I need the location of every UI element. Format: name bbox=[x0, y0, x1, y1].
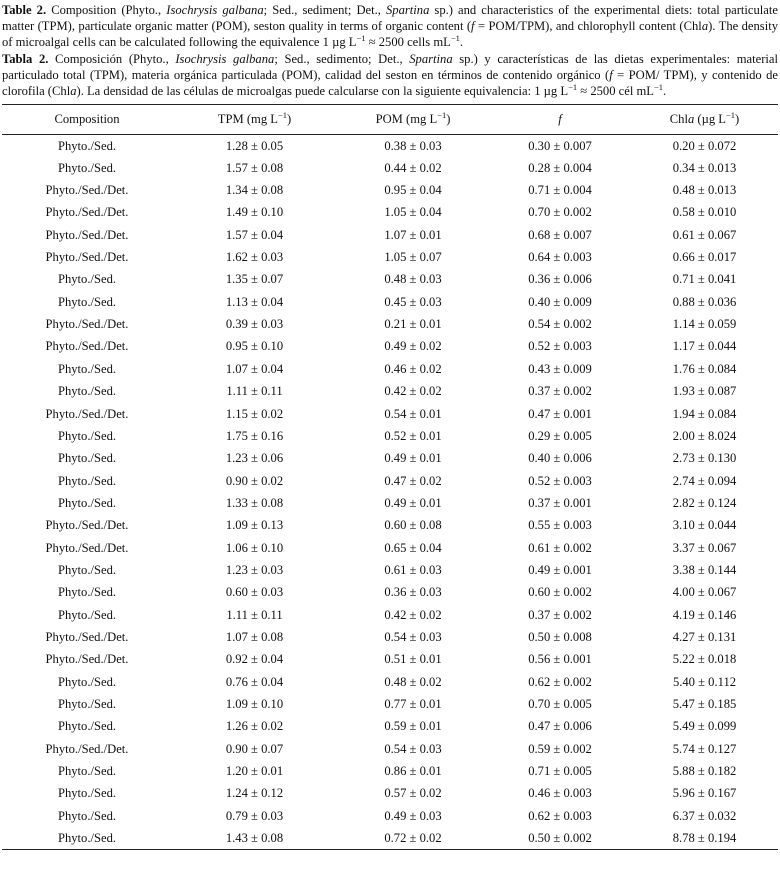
cell-chla: 3.38 ± 0.144 bbox=[672, 562, 737, 577]
table-row bbox=[2, 649, 778, 671]
cell-composition: Phyto./Sed. bbox=[57, 719, 117, 734]
cell-composition: Phyto./Sed./Det. bbox=[45, 339, 129, 354]
cell-pom: 0.46 ± 0.02 bbox=[384, 361, 442, 376]
cell-composition: Phyto./Sed./Det. bbox=[45, 629, 129, 644]
cell-composition: Phyto./Sed./Det. bbox=[45, 652, 129, 667]
cell-composition: Phyto./Sed./Det. bbox=[45, 250, 129, 265]
cell-chla: 2.74 ± 0.094 bbox=[672, 473, 737, 488]
cell-tpm: 1.09 ± 0.13 bbox=[225, 518, 284, 533]
table-row bbox=[2, 783, 778, 805]
cell-composition: Phyto./Sed. bbox=[57, 764, 117, 779]
cell-tpm: 0.90 ± 0.02 bbox=[225, 473, 284, 488]
header-label: POM (mg L bbox=[375, 112, 438, 127]
cell-f: 0.50 ± 0.008 bbox=[528, 629, 592, 644]
header-label: TPM (mg L bbox=[217, 112, 278, 127]
cell-tpm: 1.15 ± 0.02 bbox=[225, 406, 284, 421]
cell-tpm: 0.79 ± 0.03 bbox=[225, 808, 284, 823]
cell-f: 0.50 ± 0.002 bbox=[489, 827, 631, 849]
cell-chla: 5.40 ± 0.112 bbox=[672, 674, 737, 689]
cell-tpm: 1.43 ± 0.08 bbox=[172, 827, 337, 849]
cell-pom: 0.52 ± 0.01 bbox=[384, 428, 442, 443]
cell-chla: 4.19 ± 0.146 bbox=[672, 607, 737, 622]
cell-composition: Phyto./Sed./Det. bbox=[45, 540, 129, 555]
caption-text: = POM/TPM), and chlorophyll content (Chl bbox=[474, 19, 702, 34]
table-row bbox=[2, 224, 778, 246]
table-row bbox=[2, 716, 778, 738]
cell-pom: 0.47 ± 0.02 bbox=[384, 473, 442, 488]
header-chla bbox=[631, 105, 778, 135]
cell-f: 0.37 ± 0.002 bbox=[528, 607, 592, 622]
cell-f: 0.28 ± 0.004 bbox=[528, 160, 592, 175]
cell-f: 0.68 ± 0.007 bbox=[528, 227, 592, 242]
cell-f: 0.60 ± 0.002 bbox=[528, 585, 592, 600]
cell-pom: 0.21 ± 0.01 bbox=[384, 317, 442, 332]
superscript: −1 bbox=[568, 81, 578, 92]
cell-f: 0.49 ± 0.001 bbox=[528, 562, 592, 577]
cell-pom: 0.44 ± 0.02 bbox=[384, 160, 442, 175]
table-row bbox=[2, 760, 778, 782]
cell-tpm: 1.09 ± 0.10 bbox=[225, 696, 284, 711]
caption-text: = POM/ TPM), y contenido de clorofila (Chl bbox=[2, 67, 778, 99]
caption-text: Composition (Phyto., bbox=[46, 3, 167, 17]
cell-pom: 0.57 ± 0.02 bbox=[384, 786, 442, 801]
caption-text: sp.) and characteristics of the experimental diets: total particulate matter (TPM), particulate organic matter (POM), seston quality in terms of organic content ( bbox=[2, 3, 778, 34]
cell-composition: Phyto./Sed. bbox=[57, 473, 117, 488]
cell-pom: 0.54 ± 0.03 bbox=[384, 629, 442, 644]
cell-f: 0.36 ± 0.006 bbox=[528, 272, 592, 287]
cell-pom: 0.49 ± 0.02 bbox=[384, 339, 442, 354]
caption-text: ≈ 2500 cél mL bbox=[577, 84, 654, 99]
table-row bbox=[2, 626, 778, 648]
cell-composition: Phyto./Sed. bbox=[57, 451, 117, 466]
cell-chla: 4.27 ± 0.131 bbox=[672, 629, 737, 644]
cell-pom: 0.54 ± 0.01 bbox=[384, 406, 442, 421]
cell-composition: Phyto./Sed./Det. bbox=[45, 205, 129, 220]
cell-composition: Phyto./Sed. bbox=[57, 138, 117, 153]
cell-pom: 0.48 ± 0.03 bbox=[384, 272, 442, 287]
cell-composition: Phyto./Sed. bbox=[57, 585, 117, 600]
symbol-a: a bbox=[70, 84, 77, 99]
superscript: −1 bbox=[450, 33, 460, 44]
cell-composition: Phyto./Sed. bbox=[57, 808, 117, 823]
cell-tpm: 1.75 ± 0.16 bbox=[225, 428, 284, 443]
table-row bbox=[2, 403, 778, 425]
cell-chla: 8.78 ± 0.194 bbox=[631, 827, 778, 849]
cell-tpm: 0.39 ± 0.03 bbox=[225, 317, 284, 332]
cell-pom: 0.49 ± 0.03 bbox=[384, 808, 442, 823]
cell-chla: 5.74 ± 0.127 bbox=[672, 741, 737, 756]
caption-text: ; Sed., sedimento; Det., bbox=[274, 51, 410, 66]
table-row bbox=[2, 246, 778, 268]
cell-f: 0.62 ± 0.002 bbox=[528, 674, 592, 689]
cell-chla: 5.88 ± 0.182 bbox=[672, 764, 737, 779]
cell-pom: 0.95 ± 0.04 bbox=[384, 183, 442, 198]
cell-chla: 0.61 ± 0.067 bbox=[672, 227, 737, 242]
cell-pom: 0.42 ± 0.02 bbox=[384, 384, 442, 399]
table-header-row bbox=[2, 105, 778, 135]
cell-pom: 0.77 ± 0.01 bbox=[384, 696, 442, 711]
caption-text: ≈ 2500 cells mL bbox=[365, 35, 451, 50]
table-row bbox=[2, 604, 778, 626]
table-row bbox=[2, 135, 778, 157]
cell-composition: Phyto./Sed. bbox=[57, 361, 117, 376]
symbol-f: f bbox=[471, 19, 475, 34]
cell-chla: 0.20 ± 0.072 bbox=[672, 138, 737, 153]
cell-f: 0.40 ± 0.006 bbox=[528, 451, 592, 466]
table-row bbox=[2, 157, 778, 179]
superscript: −1 bbox=[277, 110, 287, 121]
cell-f: 0.71 ± 0.005 bbox=[528, 764, 592, 779]
diet-table bbox=[2, 104, 778, 850]
cell-f: 0.37 ± 0.001 bbox=[528, 495, 592, 510]
table-row bbox=[2, 738, 778, 760]
cell-tpm: 1.49 ± 0.10 bbox=[225, 205, 284, 220]
cell-chla: 1.93 ± 0.087 bbox=[672, 384, 737, 399]
cell-pom: 0.72 ± 0.02 bbox=[337, 827, 489, 849]
cell-chla: 0.66 ± 0.017 bbox=[672, 250, 737, 265]
species-name: Isochrysis galbana bbox=[175, 51, 275, 66]
superscript: −1 bbox=[654, 81, 664, 92]
table-row bbox=[2, 559, 778, 581]
cell-composition: Phyto./Sed. bbox=[2, 827, 172, 849]
table-row bbox=[2, 269, 778, 291]
header-label: Chl bbox=[669, 112, 688, 127]
header-label: ) bbox=[287, 112, 292, 127]
cell-pom: 0.54 ± 0.03 bbox=[384, 741, 442, 756]
table-row bbox=[2, 470, 778, 492]
cell-composition: Phyto./Sed. bbox=[57, 674, 117, 689]
cell-f: 0.61 ± 0.002 bbox=[528, 540, 592, 555]
cell-composition: Phyto./Sed./Det. bbox=[45, 317, 129, 332]
table-row bbox=[2, 582, 778, 604]
table-row bbox=[2, 381, 778, 403]
cell-composition: Phyto./Sed./Det. bbox=[45, 518, 129, 533]
cell-composition: Phyto./Sed. bbox=[57, 272, 117, 287]
cell-composition: Phyto./Sed./Det. bbox=[45, 183, 129, 198]
cell-chla: 1.17 ± 0.044 bbox=[672, 339, 737, 354]
cell-chla: 0.71 ± 0.041 bbox=[672, 272, 737, 287]
table-row bbox=[2, 202, 778, 224]
caption-spanish bbox=[2, 51, 778, 100]
caption-spanish-label: Tabla 2. bbox=[2, 51, 49, 66]
caption-text: ). The density of microalgal cells can be calculated following the equivalence 1 µg L bbox=[2, 19, 778, 50]
cell-pom: 1.05 ± 0.07 bbox=[384, 250, 442, 265]
table-row bbox=[2, 291, 778, 313]
genus-name: Spartina bbox=[409, 51, 453, 66]
cell-composition: Phyto./Sed. bbox=[57, 428, 117, 443]
cell-pom: 0.49 ± 0.01 bbox=[384, 451, 442, 466]
cell-tpm: 0.92 ± 0.04 bbox=[225, 652, 284, 667]
cell-chla: 3.37 ± 0.067 bbox=[672, 540, 737, 555]
header-composition bbox=[2, 105, 172, 135]
cell-pom: 0.45 ± 0.03 bbox=[384, 294, 442, 309]
header-label: (µg L bbox=[694, 112, 726, 127]
cell-chla: 2.00 ± 8.024 bbox=[672, 428, 737, 443]
cell-tpm: 1.57 ± 0.08 bbox=[225, 160, 284, 175]
table-row bbox=[2, 827, 778, 849]
table-row bbox=[2, 336, 778, 358]
cell-composition: Phyto./Sed./Det. bbox=[45, 227, 129, 242]
cell-chla: 2.82 ± 0.124 bbox=[672, 495, 737, 510]
header-label: ) bbox=[446, 112, 451, 127]
cell-f: 0.47 ± 0.006 bbox=[528, 719, 592, 734]
cell-f: 0.52 ± 0.003 bbox=[528, 473, 592, 488]
caption-text: . bbox=[663, 84, 667, 99]
cell-f: 0.54 ± 0.002 bbox=[528, 317, 592, 332]
symbol-a: a bbox=[701, 19, 709, 34]
table-row bbox=[2, 358, 778, 380]
cell-f: 0.64 ± 0.003 bbox=[528, 250, 592, 265]
table-row bbox=[2, 492, 778, 514]
cell-tpm: 1.57 ± 0.04 bbox=[225, 227, 284, 242]
cell-pom: 0.59 ± 0.01 bbox=[384, 719, 442, 734]
table-row bbox=[2, 805, 778, 827]
cell-f: 0.62 ± 0.003 bbox=[528, 808, 592, 823]
cell-composition: Phyto./Sed. bbox=[57, 294, 117, 309]
header-pom bbox=[337, 105, 489, 135]
cell-f: 0.70 ± 0.002 bbox=[528, 205, 592, 220]
cell-tpm: 0.90 ± 0.07 bbox=[225, 741, 284, 756]
cell-chla: 6.37 ± 0.032 bbox=[672, 808, 737, 823]
cell-pom: 0.51 ± 0.01 bbox=[384, 652, 442, 667]
cell-pom: 1.05 ± 0.04 bbox=[384, 205, 442, 220]
caption-text: ; Sed., sediment; Det., bbox=[263, 3, 386, 17]
cell-f: 0.40 ± 0.009 bbox=[528, 294, 592, 309]
cell-tpm: 1.33 ± 0.08 bbox=[225, 495, 284, 510]
cell-chla: 1.14 ± 0.059 bbox=[672, 317, 737, 332]
header-label: ) bbox=[735, 112, 740, 127]
caption-english bbox=[2, 2, 778, 51]
cell-tpm: 1.07 ± 0.08 bbox=[225, 629, 284, 644]
genus-name: Spartina bbox=[385, 3, 430, 17]
cell-chla: 1.94 ± 0.084 bbox=[672, 406, 737, 421]
cell-f: 0.59 ± 0.002 bbox=[528, 741, 592, 756]
cell-pom: 0.86 ± 0.01 bbox=[384, 764, 442, 779]
cell-composition: Phyto./Sed. bbox=[57, 160, 117, 175]
header-label: f bbox=[558, 112, 562, 127]
table-row bbox=[2, 515, 778, 537]
table-row bbox=[2, 179, 778, 201]
table-row bbox=[2, 671, 778, 693]
cell-chla: 5.96 ± 0.167 bbox=[672, 786, 737, 801]
cell-chla: 0.34 ± 0.013 bbox=[672, 160, 737, 175]
cell-f: 0.37 ± 0.002 bbox=[528, 384, 592, 399]
cell-tpm: 1.23 ± 0.03 bbox=[225, 562, 284, 577]
cell-f: 0.47 ± 0.001 bbox=[528, 406, 592, 421]
cell-tpm: 0.76 ± 0.04 bbox=[225, 674, 284, 689]
cell-pom: 0.60 ± 0.08 bbox=[384, 518, 442, 533]
cell-chla: 4.00 ± 0.067 bbox=[672, 585, 737, 600]
superscript: −1 bbox=[356, 33, 366, 44]
header-f bbox=[489, 105, 631, 135]
superscript: −1 bbox=[726, 110, 736, 121]
caption-text: . bbox=[459, 35, 464, 50]
cell-composition: Phyto./Sed./Det. bbox=[45, 741, 129, 756]
cell-tpm: 0.60 ± 0.03 bbox=[225, 585, 284, 600]
cell-tpm: 1.11 ± 0.11 bbox=[226, 384, 283, 399]
cell-tpm: 1.11 ± 0.11 bbox=[226, 607, 283, 622]
species-name: Isochrysis galbana bbox=[166, 3, 264, 17]
cell-chla: 0.48 ± 0.013 bbox=[672, 183, 737, 198]
table-row bbox=[2, 425, 778, 447]
cell-pom: 0.61 ± 0.03 bbox=[384, 562, 442, 577]
cell-tpm: 0.95 ± 0.10 bbox=[225, 339, 284, 354]
header-tpm bbox=[172, 105, 337, 135]
cell-composition: Phyto./Sed./Det. bbox=[45, 406, 129, 421]
cell-chla: 5.49 ± 0.099 bbox=[672, 719, 737, 734]
cell-chla: 2.73 ± 0.130 bbox=[672, 451, 737, 466]
cell-chla: 0.88 ± 0.036 bbox=[672, 294, 737, 309]
cell-pom: 0.48 ± 0.02 bbox=[384, 674, 442, 689]
cell-tpm: 1.20 ± 0.01 bbox=[225, 764, 284, 779]
cell-tpm: 1.13 ± 0.04 bbox=[225, 294, 284, 309]
caption-text: ). La densidad de las células de microalgas puede calcularse con la siguiente equivalencia: 1 µg L bbox=[76, 84, 569, 99]
cell-pom: 0.36 ± 0.03 bbox=[384, 585, 442, 600]
table-row bbox=[2, 448, 778, 470]
cell-tpm: 1.35 ± 0.07 bbox=[225, 272, 284, 287]
cell-f: 0.43 ± 0.009 bbox=[528, 361, 592, 376]
cell-chla: 3.10 ± 0.044 bbox=[672, 518, 737, 533]
caption-text: Composición (Phyto., bbox=[48, 51, 176, 66]
cell-f: 0.29 ± 0.005 bbox=[528, 428, 592, 443]
caption-text: sp.) y características de las dietas experimentales: material particulado total (TPM), materia orgánica particulada (POM), calidad del seston en términos de contenido orgánico ( bbox=[2, 51, 779, 82]
cell-composition: Phyto./Sed. bbox=[57, 384, 117, 399]
cell-pom: 0.38 ± 0.03 bbox=[384, 138, 442, 153]
cell-composition: Phyto./Sed. bbox=[57, 696, 117, 711]
cell-pom: 1.07 ± 0.01 bbox=[384, 227, 442, 242]
cell-f: 0.30 ± 0.007 bbox=[528, 138, 592, 153]
cell-composition: Phyto./Sed. bbox=[57, 495, 117, 510]
cell-tpm: 1.24 ± 0.12 bbox=[225, 786, 284, 801]
cell-f: 0.46 ± 0.003 bbox=[528, 786, 592, 801]
cell-chla: 5.47 ± 0.185 bbox=[672, 696, 737, 711]
caption-english-label: Table 2. bbox=[2, 3, 47, 17]
cell-tpm: 1.23 ± 0.06 bbox=[225, 451, 284, 466]
cell-f: 0.71 ± 0.004 bbox=[528, 183, 592, 198]
cell-tpm: 1.07 ± 0.04 bbox=[225, 361, 284, 376]
header-label: a bbox=[687, 112, 695, 127]
cell-pom: 0.65 ± 0.04 bbox=[384, 540, 442, 555]
cell-f: 0.70 ± 0.005 bbox=[528, 696, 592, 711]
cell-chla: 5.22 ± 0.018 bbox=[672, 652, 737, 667]
cell-pom: 0.49 ± 0.01 bbox=[384, 495, 442, 510]
superscript: −1 bbox=[437, 110, 447, 121]
cell-f: 0.55 ± 0.003 bbox=[528, 518, 592, 533]
table-row bbox=[2, 693, 778, 715]
cell-f: 0.56 ± 0.001 bbox=[528, 652, 592, 667]
cell-composition: Phyto./Sed. bbox=[57, 562, 117, 577]
table-body bbox=[2, 135, 778, 850]
cell-tpm: 1.06 ± 0.10 bbox=[225, 540, 284, 555]
header-label: Composition bbox=[54, 112, 120, 127]
cell-composition: Phyto./Sed. bbox=[57, 786, 117, 801]
cell-tpm: 1.34 ± 0.08 bbox=[225, 183, 284, 198]
cell-chla: 0.58 ± 0.010 bbox=[672, 205, 737, 220]
cell-tpm: 1.28 ± 0.05 bbox=[225, 138, 284, 153]
cell-chla: 1.76 ± 0.084 bbox=[672, 361, 737, 376]
table-row bbox=[2, 537, 778, 559]
cell-tpm: 1.62 ± 0.03 bbox=[225, 250, 284, 265]
table-row bbox=[2, 313, 778, 335]
cell-tpm: 1.26 ± 0.02 bbox=[225, 719, 284, 734]
cell-f: 0.52 ± 0.003 bbox=[528, 339, 592, 354]
symbol-f: f bbox=[609, 67, 613, 82]
cell-pom: 0.42 ± 0.02 bbox=[384, 607, 442, 622]
cell-composition: Phyto./Sed. bbox=[57, 607, 117, 622]
